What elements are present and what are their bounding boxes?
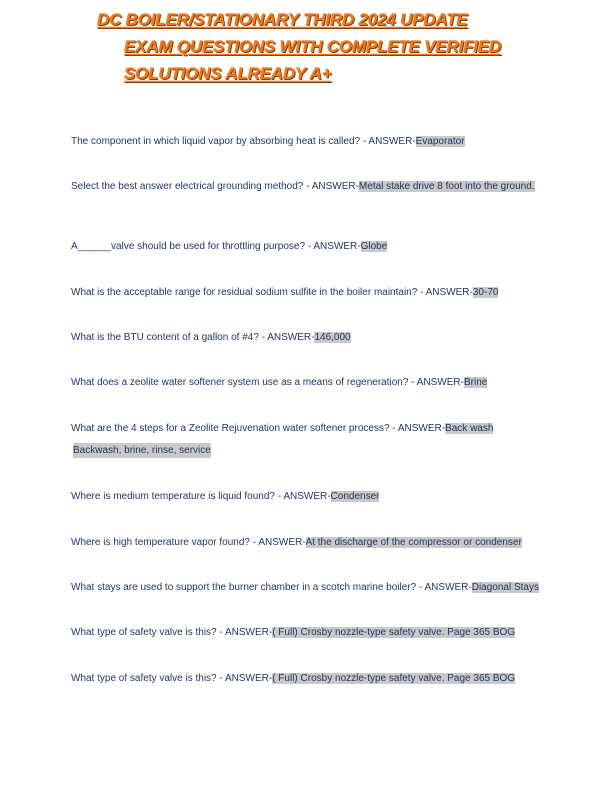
answer-text: Brine <box>463 377 488 388</box>
title-line-2: EXAM QUESTIONS WITH COMPLETE VERIFIED <box>124 37 502 56</box>
answer-text: Back wash <box>445 423 494 434</box>
answer-text: 30-70 <box>472 287 499 298</box>
question-text: What are the 4 steps for a Zeolite Rejuvenation water softener process? - ANSWER- <box>71 423 446 434</box>
qa-item <box>71 535 541 550</box>
qa-item <box>71 285 541 300</box>
qa-item <box>71 239 541 254</box>
question-text: What stays are used to support the burner chamber in a scotch marine boiler? - ANSWER- <box>71 582 472 593</box>
question-text: Select the best answer electrical grounding method? - ANSWER- <box>71 181 359 192</box>
document-title <box>97 6 577 87</box>
qa-item <box>71 671 541 686</box>
qa-item <box>71 580 541 595</box>
question-text: What is the acceptable range for residual sodium sulfite in the boiler maintain? - ANSWER- <box>71 287 473 298</box>
question-text: What type of safety valve is this? - ANSWER- <box>71 673 273 684</box>
qa-item <box>71 330 541 345</box>
answer-text: ( Full) Crosby nozzle-type safety valve. Page 365 BOG <box>272 627 516 638</box>
answer-text: Globe <box>360 241 388 252</box>
answer-text: Diagonal Stays <box>471 582 539 593</box>
qa-item <box>71 179 541 194</box>
question-text: What is the BTU content of a gallon of #4? - ANSWER- <box>71 332 315 343</box>
answer-text: At the discharge of the compressor or condenser <box>305 537 522 548</box>
qa-item <box>71 421 541 436</box>
question-text: What does a zeolite water softener system use as a means of regeneration? - ANSWER- <box>71 377 464 388</box>
qa-item <box>71 489 541 504</box>
question-text: What type of safety valve is this? - ANSWER- <box>71 627 273 638</box>
title-line-3: SOLUTIONS ALREADY A+ <box>124 64 332 83</box>
question-text: The component in which liquid vapor by absorbing heat is called? - ANSWER- <box>71 136 416 147</box>
question-text: Where is medium temperature is liquid found? - ANSWER- <box>71 491 331 502</box>
title-line-1: DC BOILER/STATIONARY THIRD 2024 UPDATE <box>97 10 468 29</box>
question-text: Where is high temperature vapor found? - ANSWER- <box>71 537 306 548</box>
answer-text: Evaporator <box>415 136 465 147</box>
question-text: A______valve should be used for throttling purpose? - ANSWER- <box>71 241 361 252</box>
qa-item <box>71 134 541 149</box>
qa-item <box>71 625 541 640</box>
answer-text: Metal stake drive 8 foot into the ground. <box>358 181 535 192</box>
answer-text: ( Full) Crosby nozzle-type safety valve. Page 365 BOG <box>272 673 516 684</box>
answer-continuation: Backwash, brine, rinse, service <box>73 445 211 456</box>
answer-text: Condenser <box>330 491 380 502</box>
answer-text: 146,000 <box>314 332 351 343</box>
qa-item <box>71 375 541 390</box>
